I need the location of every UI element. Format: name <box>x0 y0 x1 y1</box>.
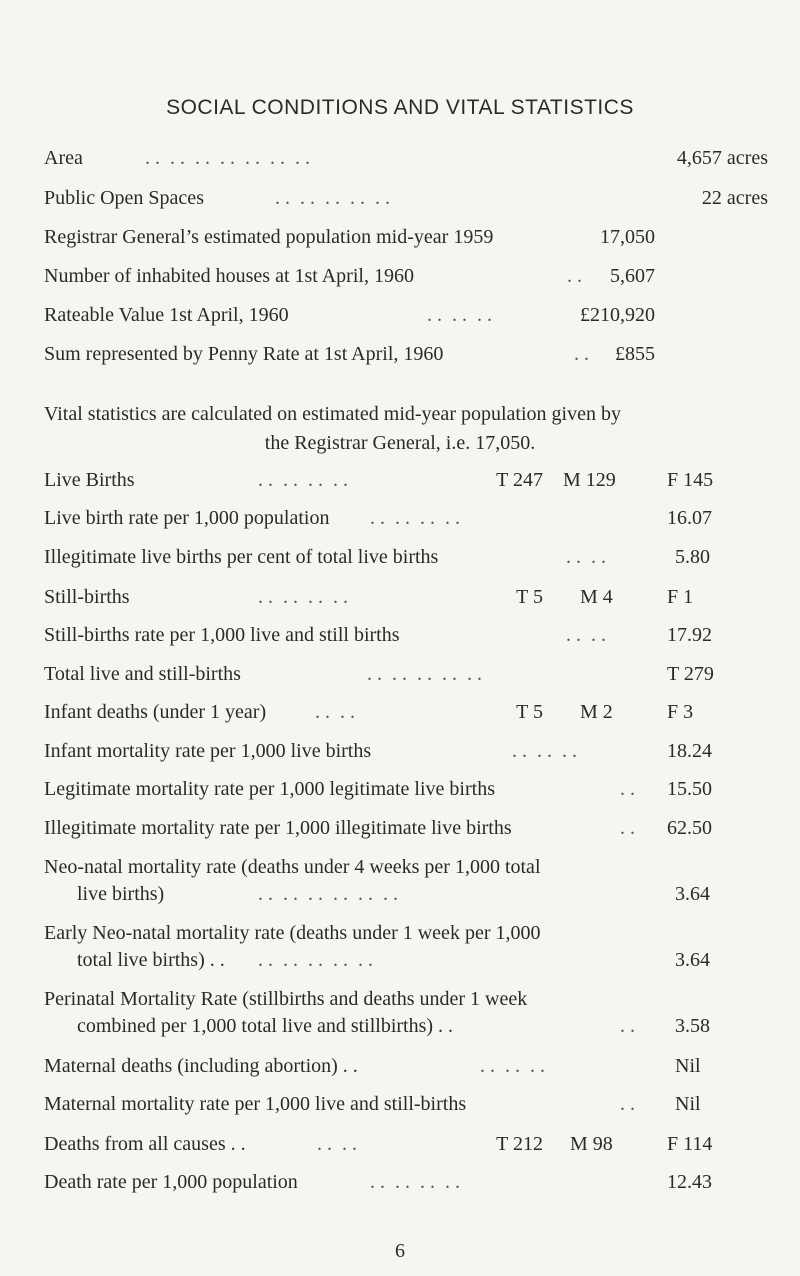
perinatal-value: 3.58 <box>675 1015 710 1037</box>
illegit-mortality-value: 62.50 <box>667 817 712 839</box>
still-birth-rate-value: 17.92 <box>667 624 712 646</box>
infant-deaths-female: F 3 <box>667 701 694 723</box>
legit-mortality-label: Legitimate mortality rate per 1,000 legitimate live births <box>44 778 495 800</box>
illegitimate-pct-label: Illegitimate live births per cent of total live births <box>44 546 439 568</box>
population-value: 17,050 <box>600 226 655 248</box>
legit-mortality-value: 15.50 <box>667 778 712 800</box>
infant-mortality-dots: . . . . . . <box>512 740 577 762</box>
open-spaces-value: 22 acres <box>701 187 768 209</box>
infant-deaths-total: T 5 <box>516 701 543 723</box>
perinatal-label-line2: combined per 1,000 total live and stillbirths) . . <box>77 1015 454 1037</box>
penny-rate-label: Sum represented by Penny Rate at 1st April, 1960 <box>44 343 444 365</box>
deaths-all-label: Deaths from all causes . . <box>44 1133 246 1155</box>
open-spaces-label: Public Open Spaces <box>44 187 204 209</box>
neonatal-label-line1: Neo-natal mortality rate (deaths under 4 weeks per 1,000 total <box>44 856 541 878</box>
live-births-male: M 129 <box>563 469 616 491</box>
maternal-deaths-dots: . . . . . . <box>480 1055 545 1077</box>
total-live-still-value: T 279 <box>667 663 714 685</box>
perinatal-dots: . . <box>620 1015 635 1037</box>
maternal-rate-label: Maternal mortality rate per 1,000 live and still-births <box>44 1093 467 1115</box>
houses-label: Number of inhabited houses at 1st April, 1960 <box>44 265 414 287</box>
illegitimate-pct-dots: . . . . <box>566 546 606 568</box>
area-label: Area <box>44 147 83 169</box>
penny-rate-dots: . . <box>574 343 589 365</box>
still-births-dots: . . . . . . . . <box>258 586 348 608</box>
page-title: SOCIAL CONDITIONS AND VITAL STATISTICS <box>166 96 634 119</box>
illegitimate-pct-value: 5.80 <box>675 546 710 568</box>
still-births-total: T 5 <box>516 586 543 608</box>
illegit-mortality-label: Illegitimate mortality rate per 1,000 illegitimate live births <box>44 817 512 839</box>
still-birth-rate-label: Still-births rate per 1,000 live and still births <box>44 624 400 646</box>
deaths-all-female: F 114 <box>667 1133 713 1155</box>
still-birth-rate-dots: . . . . <box>566 624 606 646</box>
illegit-mortality-dots: . . <box>620 817 635 839</box>
early-neonatal-dots: . . . . . . . . . . <box>258 949 373 971</box>
death-rate-label: Death rate per 1,000 population <box>44 1171 298 1193</box>
still-births-label: Still-births <box>44 586 130 608</box>
live-birth-rate-value: 16.07 <box>667 507 712 529</box>
total-live-still-label: Total live and still-births <box>44 663 241 685</box>
infant-mortality-value: 18.24 <box>667 740 712 762</box>
neonatal-dots: . . . . . . . . . . . . <box>258 883 398 905</box>
death-rate-value: 12.43 <box>667 1171 712 1193</box>
maternal-deaths-value: Nil <box>675 1055 701 1077</box>
death-rate-dots: . . . . . . . . <box>370 1171 460 1193</box>
intro-line-2: the Registrar General, i.e. 17,050. <box>264 432 536 454</box>
still-births-male: M 4 <box>580 586 613 608</box>
legit-mortality-dots: . . <box>620 778 635 800</box>
live-births-dots: . . . . . . . . <box>258 469 348 491</box>
maternal-rate-dots: . . <box>620 1093 635 1115</box>
maternal-rate-value: Nil <box>675 1093 701 1115</box>
deaths-all-total: T 212 <box>496 1133 543 1155</box>
rateable-label: Rateable Value 1st April, 1960 <box>44 304 289 326</box>
open-spaces-dots: . . . . . . . . . . <box>275 187 390 209</box>
infant-mortality-label: Infant mortality rate per 1,000 live births <box>44 740 372 762</box>
still-births-female: F 1 <box>667 586 694 608</box>
live-birth-rate-label: Live birth rate per 1,000 population <box>44 507 330 529</box>
live-births-total: T 247 <box>496 469 543 491</box>
houses-value: 5,607 <box>610 265 655 287</box>
infant-deaths-dots: . . . . <box>315 701 355 723</box>
infant-deaths-label: Infant deaths (under 1 year) <box>44 701 267 723</box>
page-number: 6 <box>395 1240 405 1262</box>
neonatal-value: 3.64 <box>675 883 710 905</box>
deaths-all-dots: . . . . <box>317 1133 357 1155</box>
houses-dots: . . <box>567 265 582 287</box>
live-birth-rate-dots: . . . . . . . . <box>370 507 460 529</box>
deaths-all-male: M 98 <box>570 1133 613 1155</box>
area-value: 4,657 acres <box>676 147 768 169</box>
live-births-label: Live Births <box>44 469 135 491</box>
early-neonatal-label-line1: Early Neo-natal mortality rate (deaths under 1 week per 1,000 <box>44 922 541 944</box>
total-live-still-dots: . . . . . . . . . . <box>367 663 482 685</box>
neonatal-label-line2: live births) <box>77 883 165 905</box>
intro-line-1: Vital statistics are calculated on estimated mid-year population given by <box>44 403 621 425</box>
maternal-deaths-label: Maternal deaths (including abortion) . . <box>44 1055 358 1077</box>
area-dots: . . . . . . . . . . . . . . <box>145 147 310 169</box>
early-neonatal-label-line2: total live births) . . <box>77 949 225 971</box>
live-births-female: F 145 <box>667 469 714 491</box>
penny-rate-value: £855 <box>615 343 655 365</box>
perinatal-label-line1: Perinatal Mortality Rate (stillbirths and deaths under 1 week <box>44 988 528 1010</box>
early-neonatal-value: 3.64 <box>675 949 710 971</box>
rateable-value: £210,920 <box>580 304 655 326</box>
infant-deaths-male: M 2 <box>580 701 613 723</box>
population-label: Registrar General’s estimated population mid-year 1959 <box>44 226 494 248</box>
rateable-dots: . . . . . . <box>427 304 492 326</box>
